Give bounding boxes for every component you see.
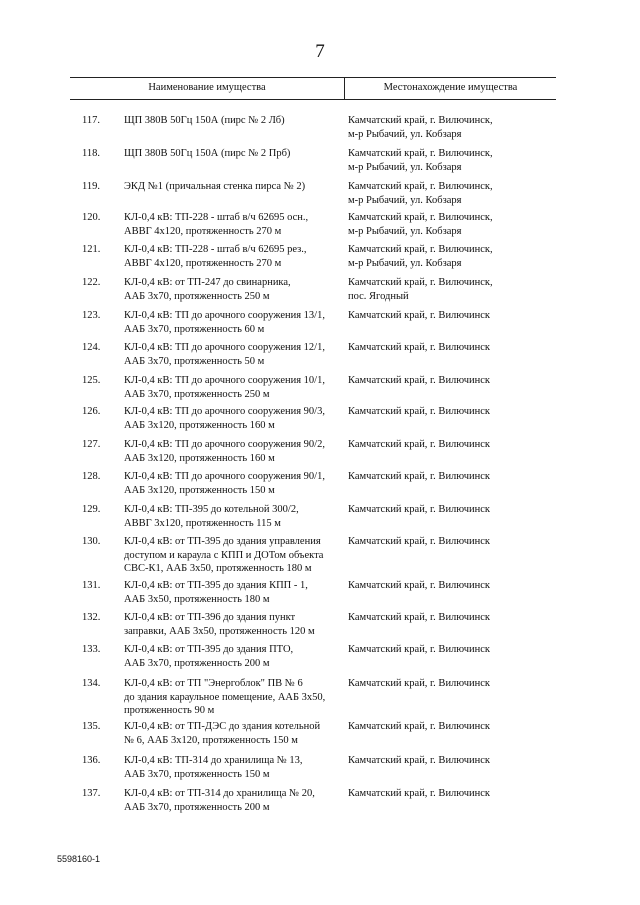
location-line: Камчатский край, г. Вилючинск, [348, 115, 493, 126]
row-property-name [124, 677, 339, 718]
document-id: 5598160-1 [57, 854, 101, 864]
location-line: пос. Ягодный [348, 290, 409, 302]
row-location [348, 720, 548, 734]
property-name-line: ААБ 3х120, протяженность 160 м [124, 419, 275, 431]
property-name-line: № 6, ААБ 3х120, протяженность 150 м [124, 734, 298, 746]
property-name-line: КЛ-0,4 кВ: ТП до арочного сооружения 90/3, [124, 406, 325, 417]
location-line: Камчатский край, г. Вилючинск, [348, 212, 493, 223]
row-number: 117. [82, 115, 100, 126]
row-location [348, 677, 548, 691]
property-name-line: протяженность 90 м [124, 705, 215, 716]
property-name-line: ААБ 3х50, протяженность 180 м [124, 593, 270, 605]
location-line: м-р Рыбачий, ул. Кобзаря [348, 128, 462, 140]
row-property-name [124, 579, 339, 606]
row-number: 120. [82, 212, 101, 223]
location-line: Камчатский край, г. Вилючинск, [348, 244, 493, 255]
location-line: Камчатский край, г. Вилючинск, [348, 181, 493, 192]
location-line: Камчатский край, г. Вилючинск, [348, 148, 493, 159]
property-name-line: ЭКД №1 (причальная стенка пирса № 2) [124, 181, 306, 192]
property-name-line: до здания караульное помещение, ААБ 3х50, [124, 691, 326, 703]
property-name-line: ААБ 3х70, протяженность 150 м [124, 768, 270, 780]
property-name-line: КЛ-0,4 кВ: от ТП-ДЭС до здания котельной [124, 721, 321, 732]
header-location-column: Местонахождение имущества [383, 82, 518, 93]
property-name-line: ААБ 3х70, протяженность 200 м [124, 657, 270, 669]
location-line: Камчатский край, г. Вилючинск [348, 439, 491, 450]
row-property-name [124, 754, 339, 781]
row-location [348, 787, 548, 801]
property-name-line: АВВГ 4х120, протяженность 270 м [124, 225, 282, 237]
row-property-name [124, 438, 339, 465]
location-line: Камчатский край, г. Вилючинск [348, 375, 491, 386]
location-line: Камчатский край, г. Вилючинск [348, 310, 491, 321]
property-name-line: КЛ-0,4 кВ: ТП-395 до котельной 300/2, [124, 504, 299, 515]
row-location [348, 211, 548, 238]
row-number: 136. [82, 755, 101, 766]
row-number: 121. [82, 244, 101, 255]
row-location [348, 470, 548, 484]
row-number: 134. [82, 678, 101, 689]
row-number: 123. [82, 310, 101, 321]
row-property-name [124, 643, 339, 670]
property-name-line: АВВГ 4х120, протяженность 270 м [124, 257, 282, 269]
row-number: 127. [82, 439, 101, 450]
row-property-name [124, 114, 339, 128]
row-property-name [124, 611, 339, 638]
property-name-line: ААБ 3х70, протяженность 250 м [124, 388, 270, 400]
row-location [348, 611, 548, 625]
property-name-line: КЛ-0,4 кВ: от ТП "Энергоблок" ПВ № 6 [124, 678, 303, 689]
location-line: Камчатский край, г. Вилючинск [348, 788, 491, 799]
property-name-line: ААБ 3х120, протяженность 150 м [124, 484, 275, 496]
property-name-line: ААБ 3х70, протяженность 200 м [124, 801, 270, 813]
location-line: м-р Рыбачий, ул. Кобзаря [348, 257, 462, 269]
row-number: 133. [82, 644, 101, 655]
row-property-name [124, 405, 339, 432]
row-number: 119. [82, 181, 100, 192]
row-number: 125. [82, 375, 101, 386]
row-number: 130. [82, 536, 101, 547]
property-name-line: КЛ-0,4 кВ: ТП до арочного сооружения 13/1, [124, 310, 325, 321]
property-name-line: СВС-К1, ААБ 3х50, протяженность 180 м [124, 563, 312, 574]
location-line: Камчатский край, г. Вилючинск [348, 612, 491, 623]
property-name-line: ААБ 3х120, протяженность 160 м [124, 452, 275, 464]
row-location [348, 309, 548, 323]
property-name-line: КЛ-0,4 кВ: от ТП-314 до хранилища № 20, [124, 788, 315, 799]
property-name-line: заправки, ААБ 3х50, протяженность 120 м [124, 625, 315, 637]
row-property-name [124, 503, 339, 530]
row-number: 118. [82, 148, 100, 159]
location-line: Камчатский край, г. Вилючинск [348, 721, 491, 732]
row-property-name [124, 341, 339, 368]
property-name-line: ЩП 380В 50Гц 150А (пирс № 2 Прб) [124, 148, 291, 159]
location-line: Камчатский край, г. Вилючинск [348, 342, 491, 353]
property-name-line: ААБ 3х70, протяженность 250 м [124, 290, 270, 302]
property-name-line: КЛ-0,4 кВ: ТП-228 - штаб в/ч 62695 осн., [124, 212, 309, 223]
row-property-name [124, 535, 339, 576]
row-property-name [124, 787, 339, 814]
row-number: 124. [82, 342, 101, 353]
row-location [348, 754, 548, 768]
location-line: Камчатский край, г. Вилючинск [348, 504, 491, 515]
row-location [348, 438, 548, 452]
property-name-line: КЛ-0,4 кВ: ТП-228 - штаб в/ч 62695 рез., [124, 244, 307, 255]
property-name-line: КЛ-0,4 кВ: от ТП-247 до свинарника, [124, 277, 291, 288]
row-number: 132. [82, 612, 101, 623]
row-property-name [124, 243, 339, 270]
row-location [348, 405, 548, 419]
row-number: 137. [82, 788, 101, 799]
location-line: Камчатский край, г. Вилючинск [348, 644, 491, 655]
row-property-name [124, 374, 339, 401]
location-line: Камчатский край, г. Вилючинск [348, 755, 491, 766]
location-line: м-р Рыбачий, ул. Кобзаря [348, 161, 462, 173]
row-property-name [124, 147, 339, 161]
row-property-name [124, 470, 339, 497]
row-location [348, 503, 548, 517]
property-name-line: ААБ 3х70, протяженность 60 м [124, 323, 265, 335]
property-name-line: ЩП 380В 50Гц 150А (пирс № 2 Лб) [124, 115, 285, 126]
property-name-line: КЛ-0,4 кВ: от ТП-395 до здания КПП - 1, [124, 580, 308, 591]
row-location [348, 643, 548, 657]
row-property-name [124, 180, 339, 194]
property-name-line: КЛ-0,4 кВ: ТП-314 до хранилища № 13, [124, 755, 303, 766]
location-line: м-р Рыбачий, ул. Кобзаря [348, 194, 462, 206]
location-line: Камчатский край, г. Вилючинск [348, 678, 491, 689]
row-location [348, 180, 548, 207]
row-location [348, 243, 548, 270]
property-name-line: КЛ-0,4 кВ: от ТП-395 до здания управления [124, 536, 321, 547]
row-property-name [124, 309, 339, 336]
property-name-line: КЛ-0,4 кВ: ТП до арочного сооружения 90/1, [124, 471, 325, 482]
row-location [348, 535, 548, 549]
row-location [348, 374, 548, 388]
property-name-line: ААБ 3х70, протяженность 50 м [124, 355, 265, 367]
row-location [348, 147, 548, 174]
row-location [348, 579, 548, 593]
property-name-line: КЛ-0,4 кВ: ТП до арочного сооружения 10/1, [124, 375, 325, 386]
property-name-line: КЛ-0,4 кВ: ТП до арочного сооружения 90/2, [124, 439, 325, 450]
row-number: 129. [82, 504, 101, 515]
row-number: 131. [82, 580, 101, 591]
page-number: 7 [315, 41, 325, 62]
row-property-name [124, 276, 339, 303]
row-property-name [124, 211, 339, 238]
location-line: Камчатский край, г. Вилючинск [348, 471, 491, 482]
row-number: 135. [82, 721, 101, 732]
location-line: м-р Рыбачий, ул. Кобзаря [348, 225, 462, 237]
row-location [348, 276, 548, 303]
location-line: Камчатский край, г. Вилючинск, [348, 277, 493, 288]
property-name-line: доступом и караула с КПП и ДОТом объекта [124, 549, 324, 561]
row-number: 126. [82, 406, 101, 417]
property-name-line: КЛ-0,4 кВ: от ТП-395 до здания ПТО, [124, 644, 294, 655]
location-line: Камчатский край, г. Вилючинск [348, 536, 491, 547]
row-location [348, 341, 548, 355]
row-location [348, 114, 548, 141]
row-number: 128. [82, 471, 101, 482]
property-name-line: КЛ-0,4 кВ: ТП до арочного сооружения 12/1, [124, 342, 325, 353]
row-property-name [124, 720, 339, 747]
row-number: 122. [82, 277, 101, 288]
property-name-line: КЛ-0,4 кВ: от ТП-396 до здания пункт [124, 612, 296, 623]
header-name-column: Наименование имущества [148, 82, 266, 93]
location-line: Камчатский край, г. Вилючинск [348, 406, 491, 417]
location-line: Камчатский край, г. Вилючинск [348, 580, 491, 591]
property-name-line: АВВГ 3х120, протяженность 115 м [124, 517, 281, 529]
